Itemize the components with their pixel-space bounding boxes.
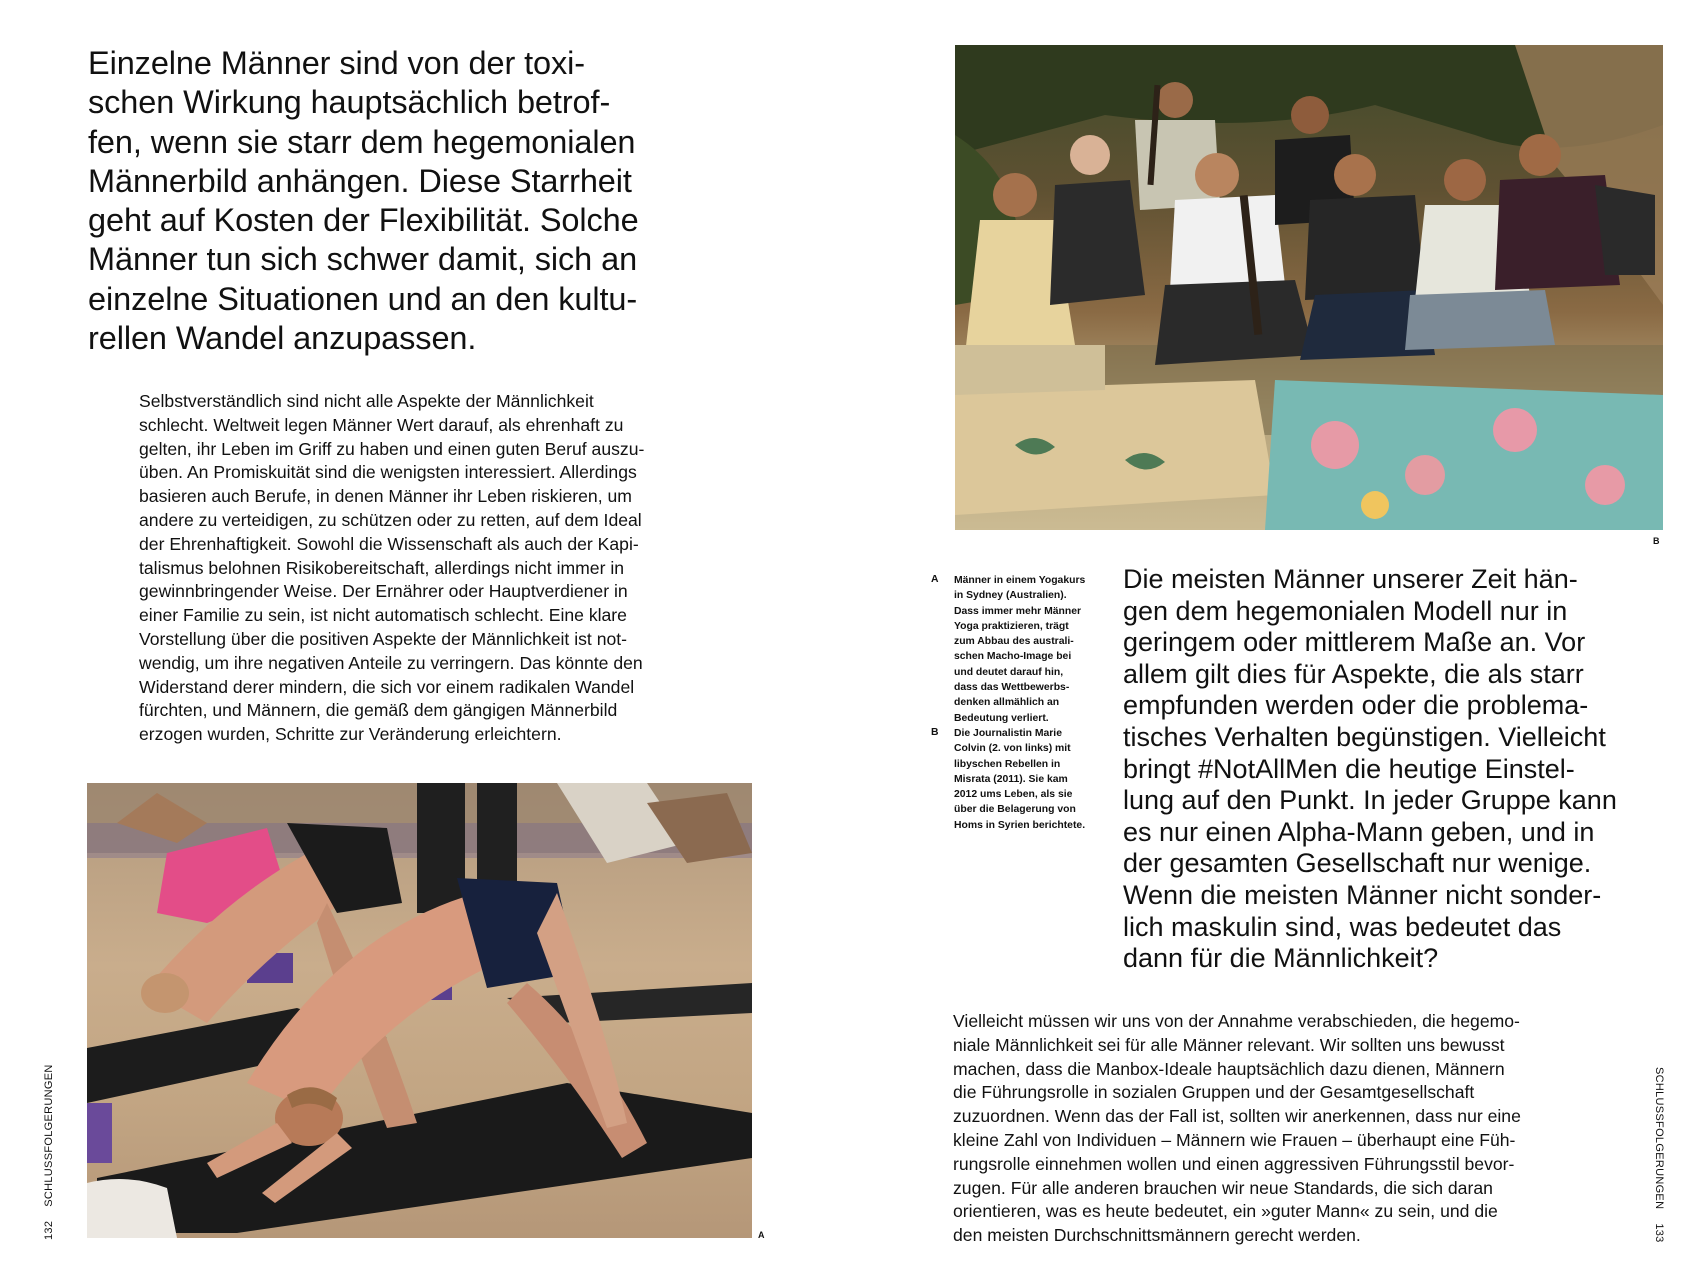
pull-quote: Die meisten Männer unserer Zeit hän- gen dem hegemonialen Modell nur in geringem oder mittlerem Maße an. Vor allem gilt dies für Aspekte, die als starr empfunden werden oder die problema- tisches Verhalten begünstigen. Vielleicht bringt #NotAllMen die heutige Einstel- lung auf den Punkt. In jeder Gruppe kann es nur einen Alpha-Mann geben, und in der gesamten Gesellschaft nur wenige. Wenn die meisten Männer nicht sonder- lich maskulin sind, was bedeutet das dann für die Männlichkeit? — [1123, 564, 1617, 974]
lead-paragraph: Einzelne Männer sind von der toxi- schen Wirkung hauptsächlich betrof- fen, wenn sie starr dem hegemonialen Männerbild anhängen. Diese Starrheit geht auf Kosten der Flexibilität. Solche Männer tun sich schwer damit, sich an einzelne Situationen und an den kultu- rellen Wandel anzupassen. — [88, 45, 639, 357]
body-text-right: Vielleicht müssen wir uns von der Annahme verabschieden, die hegemo- niale Männlichkeit sei für alle Männer relevant. Wir sollten uns bewusst machen, dass die Manbox-Ideale hauptsächlich dazu dienen, Männern die Führungsrolle in sozialen Gruppen und der Gesamtgesellschaft zuzuordnen. Wenn das der Fall ist, sollten wir anerkennen, dass nur eine kleine Zahl von Individuen – Männern wie Frauen – überhaupt eine Füh- rungsrolle einnehmen wollen und einen aggressiven Führungsstil bevor- zugen. Für alle anderen brauchen wir neue Standards, die sich daran orientieren, was es heute bedeutet, ein »guter Mann« zu sein, und die den meisten Durchschnittsmännern gerecht werden. — [953, 1011, 1521, 1246]
page-number-right: 133 — [1653, 1223, 1665, 1243]
rebels-group-photo — [955, 45, 1663, 530]
running-head-left: SCHLUSSFOLGERUNGEN — [43, 1064, 55, 1207]
photo-b-label: B — [1653, 536, 1660, 546]
caption-a: Männer in einem Yogakurs in Sydney (Australien). Dass immer mehr Männer Yoga praktizieren, trägt zum Abbau des australi- schen Macho-Image bei und deutet darauf hin, dass das Wettbewerbs- denken allmählich an Bedeutung verliert. — [954, 575, 1086, 724]
page-number-left: 132 — [43, 1220, 55, 1240]
running-footer-left — [43, 1064, 55, 1240]
caption-b: Die Journalistin Marie Colvin (2. von links) mit libyschen Rebellen in Misrata (2011). Sie kam 2012 ums Leben, als sie über die Belagerung von Homs in Syrien berichtete. — [954, 728, 1086, 831]
yoga-class-photo — [87, 783, 752, 1238]
running-footer-right — [1653, 1067, 1665, 1243]
caption-b-letter: B — [931, 727, 939, 738]
photo-a-label: A — [758, 1230, 765, 1240]
body-text-left: Selbstverständlich sind nicht alle Aspekte der Männlichkeit schlecht. Weltweit legen Männer Wert darauf, als ehrenhaft zu gelten, ihr Leben im Griff zu haben und einen guten Beruf auszu- üben. An Promiskuität sind die wenigsten interessiert. Allerdings basieren auch Berufe, in denen Männer ihr Leben riskieren, um andere zu verteidigen, zu schützen oder zu retten, auf dem Ideal der Ehrenhaftigkeit. Sowohl die Wissenschaft als auch der Kapi- talismus belohnen Risikobereitschaft, allerdings nicht immer in gewinnbringender Weise. Der Ernährer oder Hauptverdiener in einer Familie zu sein, ist nicht automatisch schlecht. Eine klare Vorstellung über die positiven Aspekte der Männlichkeit ist not- wendig, um ihre negativen Anteile zu verringern. Das könnte den Widerstand derer mindern, die sich vor einem radikalen Wandel fürchten, und Männern, die gemäß dem gängigen Männerbild erzogen wurden, Schritte zur Veränderung erleichtern. — [139, 391, 645, 745]
caption-a-letter: A — [931, 574, 939, 585]
running-head-right: SCHLUSSFOLGERUNGEN — [1653, 1067, 1665, 1210]
